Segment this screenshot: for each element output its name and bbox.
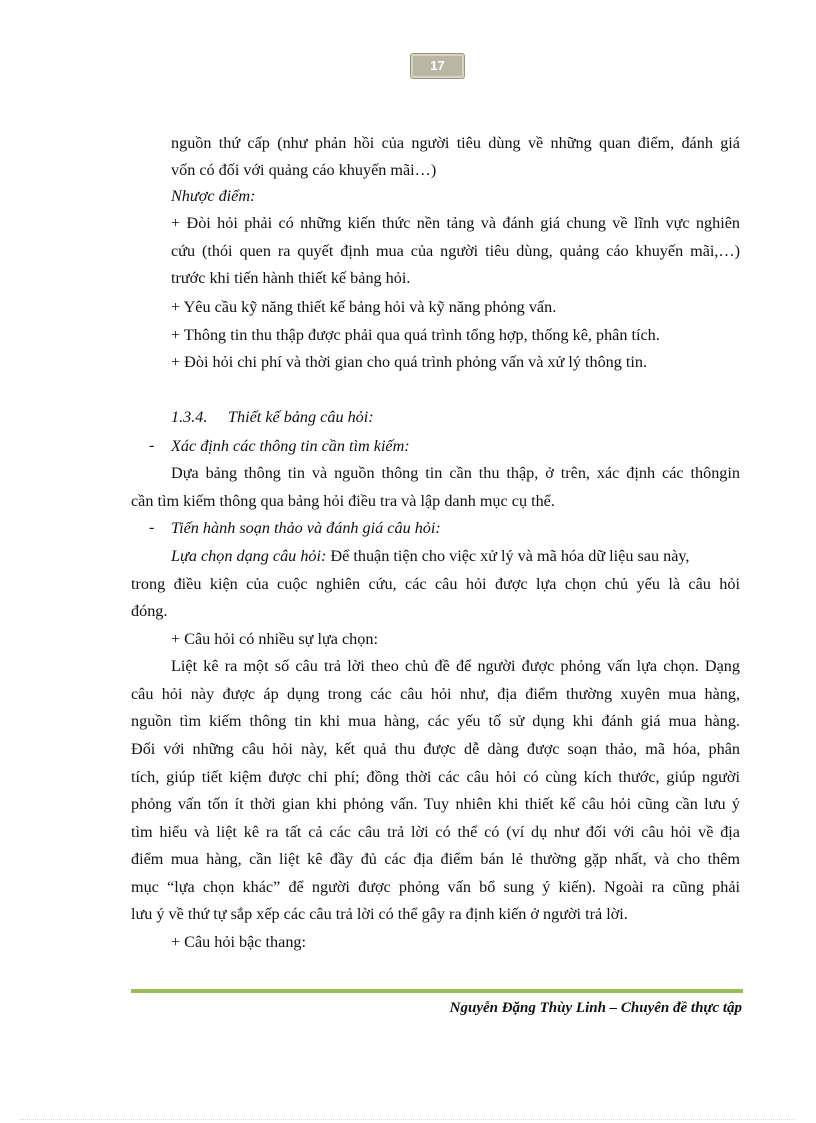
text-line: vốn có đối với quảng cáo khuyến mãi…) [171, 161, 437, 179]
text-line: + Thông tin thu thập được phải qua quá trình tổng hợp, thống kê, phân tích. [171, 326, 660, 344]
page-number: 17 [410, 53, 465, 79]
text-line: trước khi tiến hành thiết kế bảng hỏi. [171, 269, 411, 287]
text-line: + Câu hỏi có nhiều sự lựa chọn: [171, 630, 378, 648]
text-line: tìm hiểu và liệt kê ra tất cả các câu trả lời có thể có (ví dụ như đối với câu hỏi về địa [131, 823, 740, 841]
text-line: + Đòi hỏi chi phí và thời gian cho quá trình phỏng vấn và xử lý thông tin. [171, 353, 648, 371]
text-line: Đối với những câu hỏi này, kết quả thu được dễ dàng được soạn thảo, mã hóa, phân [131, 740, 740, 758]
text-line: cần tìm kiếm thông qua bảng hỏi điều tra và lập danh mục cụ thể. [131, 492, 555, 510]
text-line: trong điều kiện của cuộc nghiên cứu, các câu hỏi được lựa chọn chủ yếu là câu hỏi [131, 575, 740, 593]
text-line: + Đòi hỏi phải có những kiến thức nền tảng và đánh giá chung về lĩnh vực nghiên [171, 214, 740, 232]
text-span: Để thuận tiện cho việc xử lý và mã hóa dữ liệu sau này, [326, 547, 690, 565]
footer-rule [131, 989, 743, 993]
text-line: + Câu hỏi bậc thang: [171, 933, 307, 951]
section-title: Thiết kế bảng câu hỏi: [228, 408, 374, 426]
bullet-heading: Xác định các thông tin cần tìm kiếm: [171, 437, 410, 455]
text-line: mục “lựa chọn khác” để người được phỏng vấn bổ sung ý kiến). Ngoài ra cũng phải [131, 878, 740, 896]
text-line: + Yêu cầu kỹ năng thiết kế bảng hỏi và kỹ năng phỏng vấn. [171, 298, 557, 316]
text-line: câu hỏi này được áp dụng trong các câu hỏi như, địa điểm thường xuyên mua hàng, [131, 685, 740, 703]
bullet-dash: - [149, 437, 155, 454]
text-line: tích, giúp tiết kiệm được chi phí; đồng thời các câu hỏi có cùng kích thước, giúp người [131, 768, 740, 786]
text-line [171, 546, 689, 566]
page-edge [20, 1119, 796, 1120]
text-line: Dựa bảng thông tin và nguồn thông tin cần thu thập, ở trên, xác định các thôngin [171, 464, 740, 482]
text-line: điểm mua hàng, cần liệt kê đầy đủ các địa điểm bán lẻ thường gặp nhất, và cho thêm [131, 850, 740, 868]
bullet-heading: Tiến hành soạn thảo và đánh giá câu hỏi: [171, 519, 441, 537]
footer-author: Nguyễn Đặng Thùy Linh – Chuyên đề thực tập [449, 1000, 742, 1016]
section-number: 1.3.4. [171, 408, 208, 426]
text-line: phỏng vấn tốn ít thời gian khi phỏng vấn. Tuy nhiên khi thiết kế câu hỏi cũng cần lưu ý [131, 795, 740, 813]
subheading-nhuoc-diem: Nhược điểm: [171, 187, 256, 205]
text-line: đóng. [131, 602, 168, 620]
bullet-dash: - [149, 519, 155, 536]
text-line: Liệt kê ra một số câu trả lời theo chủ đề để người được phỏng vấn lựa chọn. Dạng [171, 657, 740, 675]
text-line: nguồn thứ cấp (như phản hồi của người tiêu dùng về những quan điểm, đánh giá [171, 134, 740, 152]
text-line: nguồn tìm kiếm thông tin khi mua hàng, các yếu tố sử dụng khi đánh giá mua hàng. [131, 712, 740, 730]
emphasis-text: Lựa chọn dạng câu hỏi: [171, 547, 327, 565]
text-line: lưu ý về thứ tự sắp xếp các câu trả lời có thể gây ra định kiến ở người trả lời. [131, 905, 628, 923]
text-line: cứu (thói quen ra quyết định mua của người tiêu dùng, quảng cáo khuyến mãi,…) [171, 242, 740, 260]
